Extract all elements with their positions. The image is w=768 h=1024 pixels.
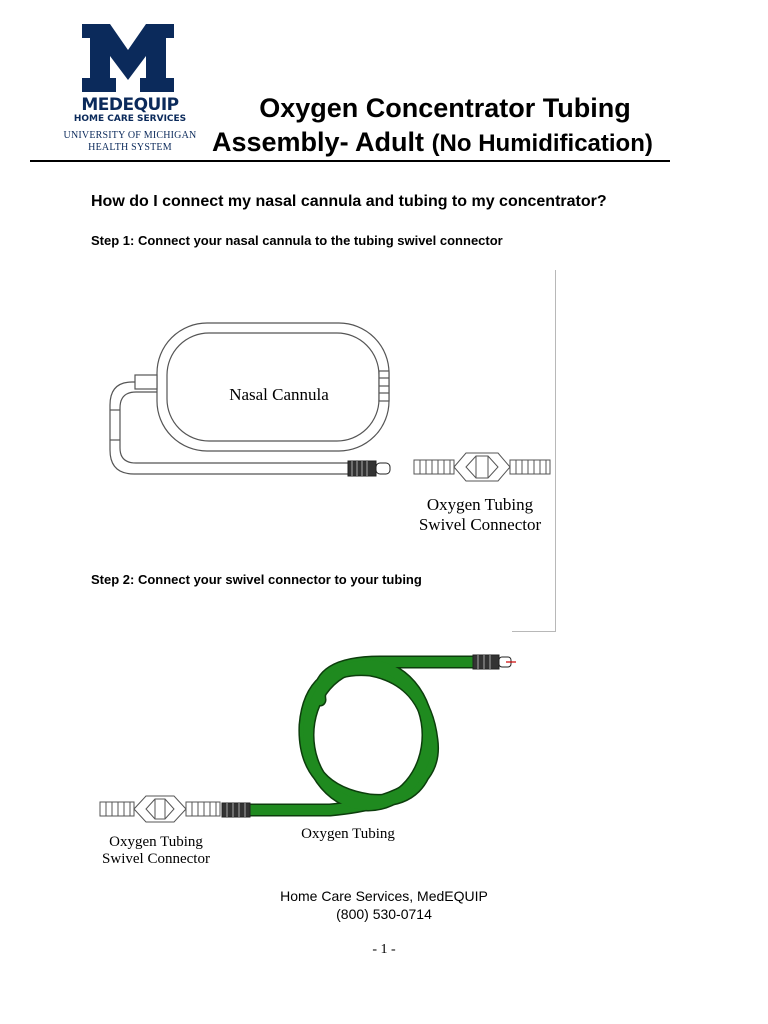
institution-line-2: HEALTH SYSTEM (88, 142, 172, 153)
connector-label-2a: Oxygen Tubing (109, 834, 203, 850)
institution-line-1: UNIVERSITY OF MICHIGAN (63, 130, 197, 141)
brand-name: MEDEQUIP (81, 95, 179, 115)
step-2-text: Step 2: Connect your swivel connector to your tubing (91, 572, 422, 587)
title-paren: (No Humidification) (431, 130, 653, 157)
connector-label-1a: Oxygen Tubing (426, 495, 534, 514)
brand-division: HOME CARE SERVICES (73, 114, 187, 124)
footer-org: Home Care Services, MedEQUIP (280, 888, 488, 904)
connector-label-2b: Swivel Connector (102, 851, 210, 867)
page-title-line-1: Oxygen Concentrator Tubing (259, 93, 631, 123)
step-1-text: Step 1: Connect your nasal cannula to the tubing swivel connector (91, 233, 503, 248)
question-heading: How do I connect my nasal cannula and tubing to my concentrator? (91, 193, 607, 210)
nasal-cannula-label: Nasal Cannula (229, 385, 329, 404)
connector-label-1b: Swivel Connector (418, 515, 542, 534)
footer-phone: (800) 530-0714 (336, 906, 432, 922)
oxygen-tubing-label: Oxygen Tubing (301, 826, 395, 842)
title-main: Assembly- Adult (212, 127, 425, 157)
page-number: - 1 - (372, 942, 396, 957)
